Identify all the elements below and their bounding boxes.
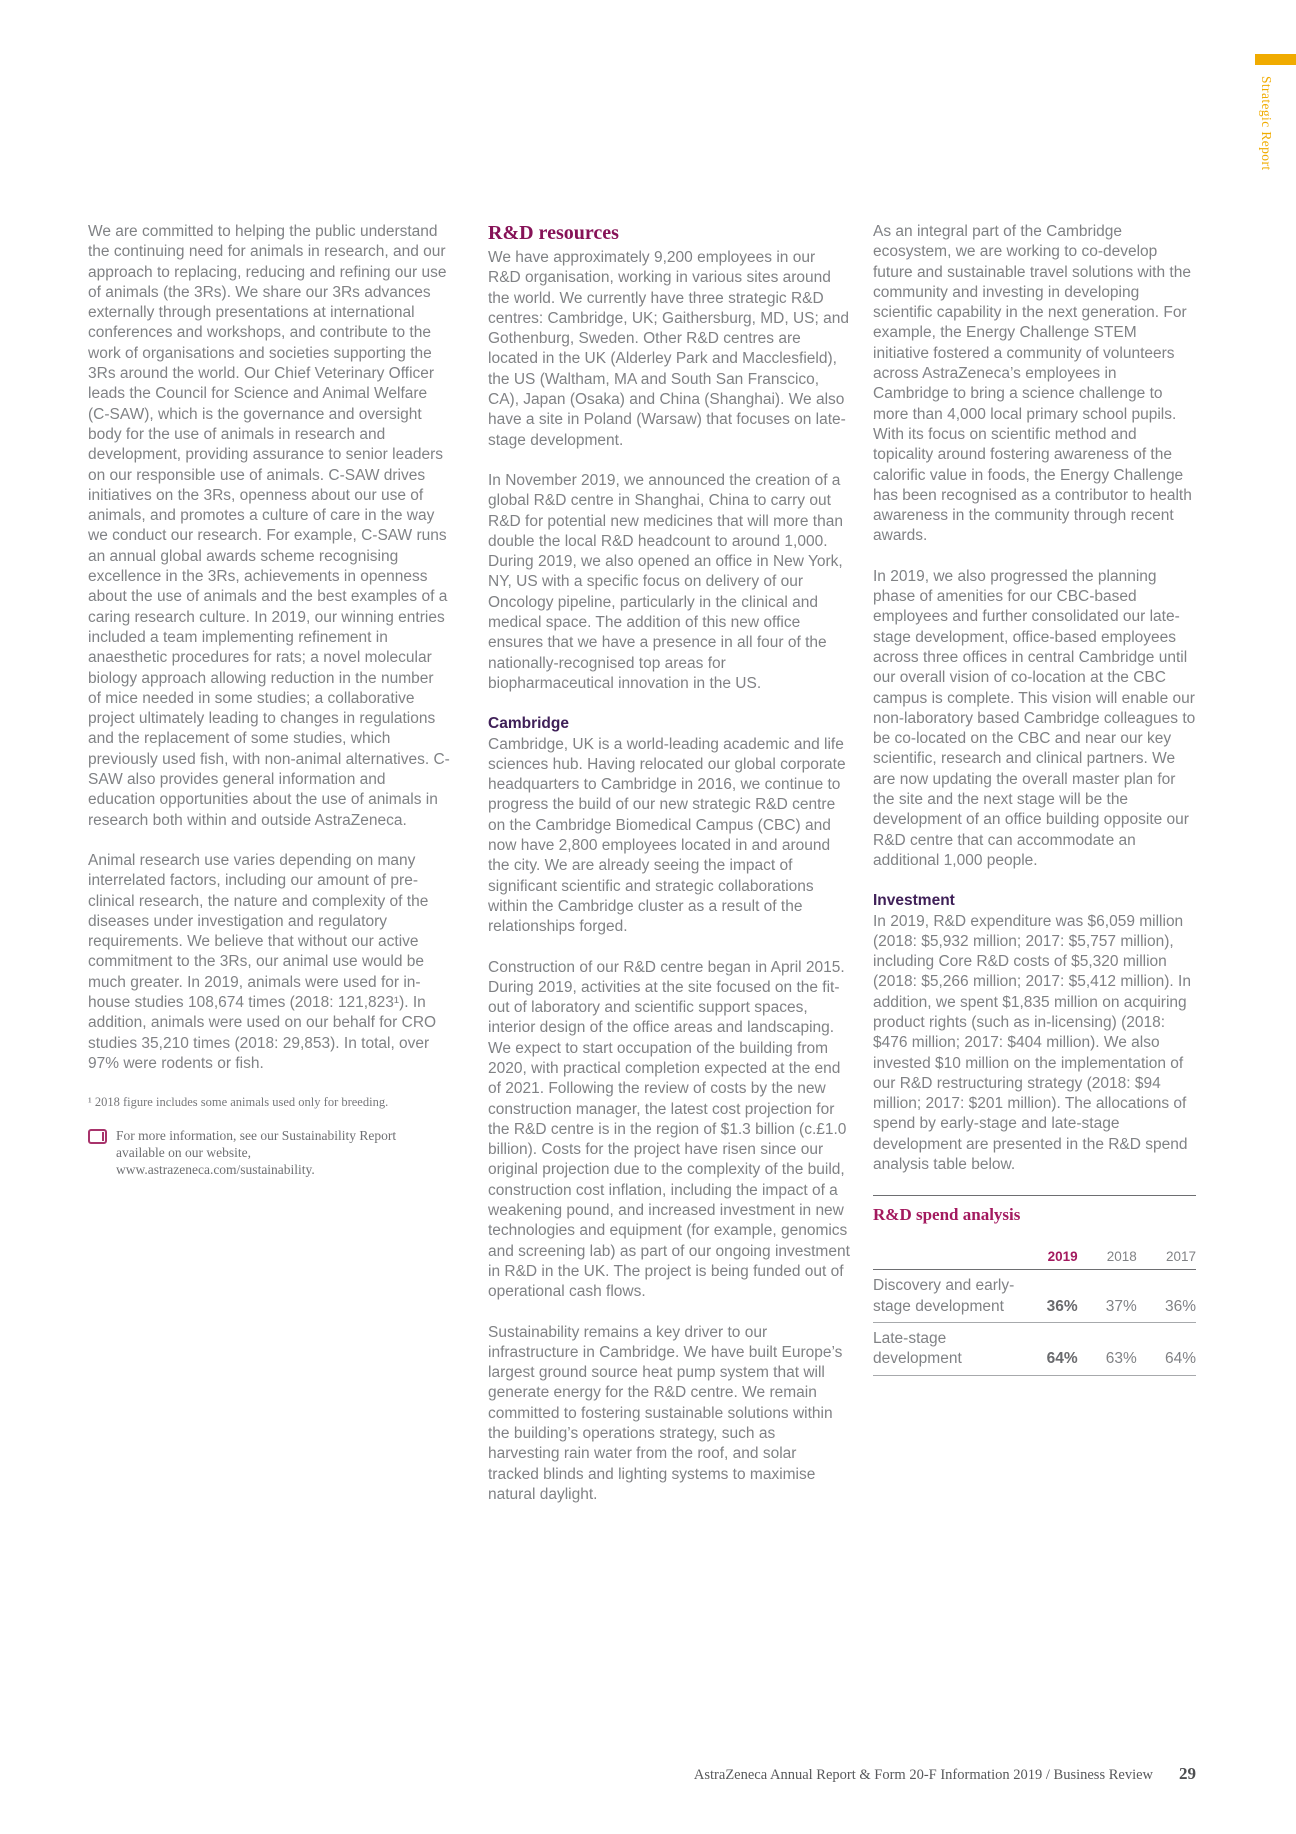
page-number: 29: [1179, 1764, 1196, 1783]
column-right: [873, 222, 1196, 1376]
row-label: Late-stage development: [873, 1322, 1018, 1375]
table-header-row: [873, 1249, 1196, 1270]
info-box-text: For more information, see our Sustainability Report available on our website, www.astrazeneca.com/sustainability.: [116, 1128, 397, 1178]
paragraph-rd-resources-2: In November 2019, we announced the creation of a global R&D centre in Shanghai, China to carry out R&D for potential new medicines that will more than double the local R&D headcount to around 1,000. During 2019, we also opened an office in New York, NY, US with a specific focus on delivery of our Oncology pipeline, particularly in the clinical and medical space. The addition of this new office ensures that we have a presence in all four of the nationally-recognised top areas for biopharmaceutical innovation in the US.: [488, 471, 843, 692]
rd-spend-table: [873, 1249, 1196, 1375]
table-row: [873, 1322, 1196, 1375]
paragraph-amenities: In 2019, we also progressed the planning phase of amenities for our CBC-based employees and further consolidated our late-stage development, office-based employees across three offices in central Cambridge until our overall vision of co-location at the CBC campus is complete. This vision will enable our non-laboratory based Cambridge colleagues to be co-located on the CBC and near our key scientific, research and clinical partners. We are now updating the overall master plan for the site and the next stage will be the development of an office building opposite our R&D centre that can accommodate an additional 1,000 people.: [873, 567, 1196, 869]
page-footer: [88, 1764, 1196, 1784]
section-tab-label: Strategic Report: [1259, 76, 1274, 171]
info-box: [88, 1127, 450, 1178]
cell-2017: 64%: [1137, 1322, 1196, 1375]
section-tab-marker: [1255, 54, 1296, 65]
table-header-blank: [873, 1249, 1018, 1270]
cell-2017: 36%: [1137, 1270, 1196, 1323]
cell-2018: 63%: [1078, 1322, 1137, 1375]
table-header-2018: 2018: [1078, 1249, 1137, 1270]
paragraph-rd-resources-1: We have approximately 9,200 employees in our R&D organisation, working in various sites around the world. We currently have three strategic R&D centres: Cambridge, UK; Gaithersburg, MD, US; and Gothenburg, Sweden. Other R&D centres are located in the UK (Alderley Park and Macclesfield), the US (Waltham, MA and South San Franscico, CA), Japan (Osaka) and China (Shanghai). We also have a site in Poland (Warsaw) that focuses on late-stage development.: [488, 249, 849, 449]
paragraph-cambridge-2: Construction of our R&D centre began in April 2015. During 2019, activities at the site focused on the fit-out of laboratory and scientific support spaces, interior design of the office areas and landscaping. We expect to start occupation of the building from 2020, with practical completion expected at the end of 2021. Following the review of costs by the new construction manager, the latest cost projection for the R&D centre is in the region of $1.3 billion (c.£1.0 billion). Costs for the project have risen since our original projection due to the complexity of the build, construction cost inflation, including the impact of a weakening pound, and increased investment in new technologies and equipment (for example, genomics and screening lab) as part of our ongoing investment in R&D in the UK. The project is being funded out of operational cash flows.: [488, 958, 850, 1301]
cell-2019: 64%: [1018, 1322, 1077, 1375]
table-header-2017: 2017: [1137, 1249, 1196, 1270]
subheading-cambridge: Cambridge: [488, 715, 569, 733]
footer-text: AstraZeneca Annual Report & Form 20-F Information 2019 / Business Review: [693, 1767, 1153, 1783]
paragraph-investment: In 2019, R&D expenditure was $6,059 million (2018: $5,932 million; 2017: $5,757 million), including Core R&D costs of $5,320 million (2018: $5,266 million; 2017: $5,412 million). In addition, we spent $1,835 million on acquiring product rights (such as in-licensing) (2018: $476 million; 2017: $404 million). We also invested $10 million on the implementation of our R&D restructuring strategy (2018: $94 million; 2017: $201 million). The allocations of spend by early-stage and late-stage development are presented in the R&D spend analysis table below.: [873, 912, 1191, 1174]
footnote: ¹ 2018 figure includes some animals used only for breeding.: [88, 1095, 389, 1110]
report-icon: [88, 1129, 107, 1144]
column-middle: [488, 222, 850, 1525]
section-heading-rd-resources: R&D resources: [488, 222, 619, 244]
divider: [873, 1195, 1196, 1196]
row-label: Discovery and early-stage development: [873, 1270, 1018, 1323]
rd-spend-analysis-section: [873, 1195, 1196, 1375]
paragraph-animals-2: Animal research use varies depending on many interrelated factors, including our amount of pre-clinical research, the nature and complexity of the diseases under investigation and regulatory requirements. We believe that without our active commitment to the 3Rs, our animal use would be much greater. In 2019, animals were used for in-house studies 108,674 times (2018: 121,823¹). In addition, animals were used on our behalf for CRO studies 35,210 times (2018: 29,853). In total, over 97% were rodents or fish.: [88, 851, 437, 1072]
table-title: R&D spend analysis: [873, 1205, 1021, 1225]
table-row: [873, 1270, 1196, 1323]
cell-2019: 36%: [1018, 1270, 1077, 1323]
paragraph-ecosystem: As an integral part of the Cambridge ecosystem, we are working to co-develop future and sustainable travel solutions with the community and investing in developing scientific capability in the next generation. For example, the Energy Challenge STEM initiative fostered a community of volunteers across AstraZeneca’s employees in Cambridge to bring a science challenge to more than 4,000 local primary school pupils. With its focus on scientific method and topicality around fostering awareness of the calorific value in foods, the Energy Challenge has been recognised as a contributor to health awareness in the community through recent awards.: [873, 223, 1192, 545]
paragraph-cambridge-3: Sustainability remains a key driver to our infrastructure in Cambridge. We have built Europe’s largest ground source heat pump system that will generate energy for the R&D centre. We remain committed to fostering sustainable solutions within the building’s operations strategy, such as harvesting rain water from the roof, and solar tracked blinds and lighting systems to maximise natural daylight.: [488, 1323, 843, 1503]
subheading-investment: Investment: [873, 892, 955, 910]
cell-2018: 37%: [1078, 1270, 1137, 1323]
paragraph-cambridge-1: Cambridge, UK is a world-leading academic and life sciences hub. Having relocated our global corporate headquarters to Cambridge in 2016, we continue to progress the build of our new strategic R&D centre on the Cambridge Biomedical Campus (CBC) and now have 2,800 employees located in and around the city. We are already seeing the impact of significant scientific and strategic collaborations within the Cambridge cluster as a result of the relationships forged.: [488, 735, 846, 936]
table-header-2019: 2019: [1018, 1249, 1077, 1270]
column-left: [88, 222, 450, 1178]
paragraph-animals-1: We are committed to helping the public understand the continuing need for animals in research, and our approach to replacing, reducing and refining our use of animals (the 3Rs). We share our 3Rs advances externally through presentations at international conferences and workshops, and contribute to the work of organisations and societies supporting the 3Rs around the world. Our Chief Veterinary Officer leads the Council for Science and Animal Welfare (C-SAW), which is the governance and oversight body for the use of animals in research and development, providing assurance to senior leaders on our responsible use of animals. C-SAW drives initiatives on the 3Rs, openness about our use of animals, and promotes a culture of care in the way we conduct our research. For example, C-SAW runs an annual global awards scheme recognising excellence in the 3Rs, achievements in openness about the use of animals and the best examples of a caring research culture. In 2019, our winning entries included a team implementing refinement in anaesthetic procedures for rats; a novel molecular biology approach allowing reduction in the number of mice needed in some studies; a collaborative project ultimately leading to changes in regulations and the replacement of some studies, which previously used fish, with non-animal alternatives. C-SAW also provides general information and education opportunities about the use of animals in research both within and outside AstraZeneca.: [88, 223, 450, 829]
